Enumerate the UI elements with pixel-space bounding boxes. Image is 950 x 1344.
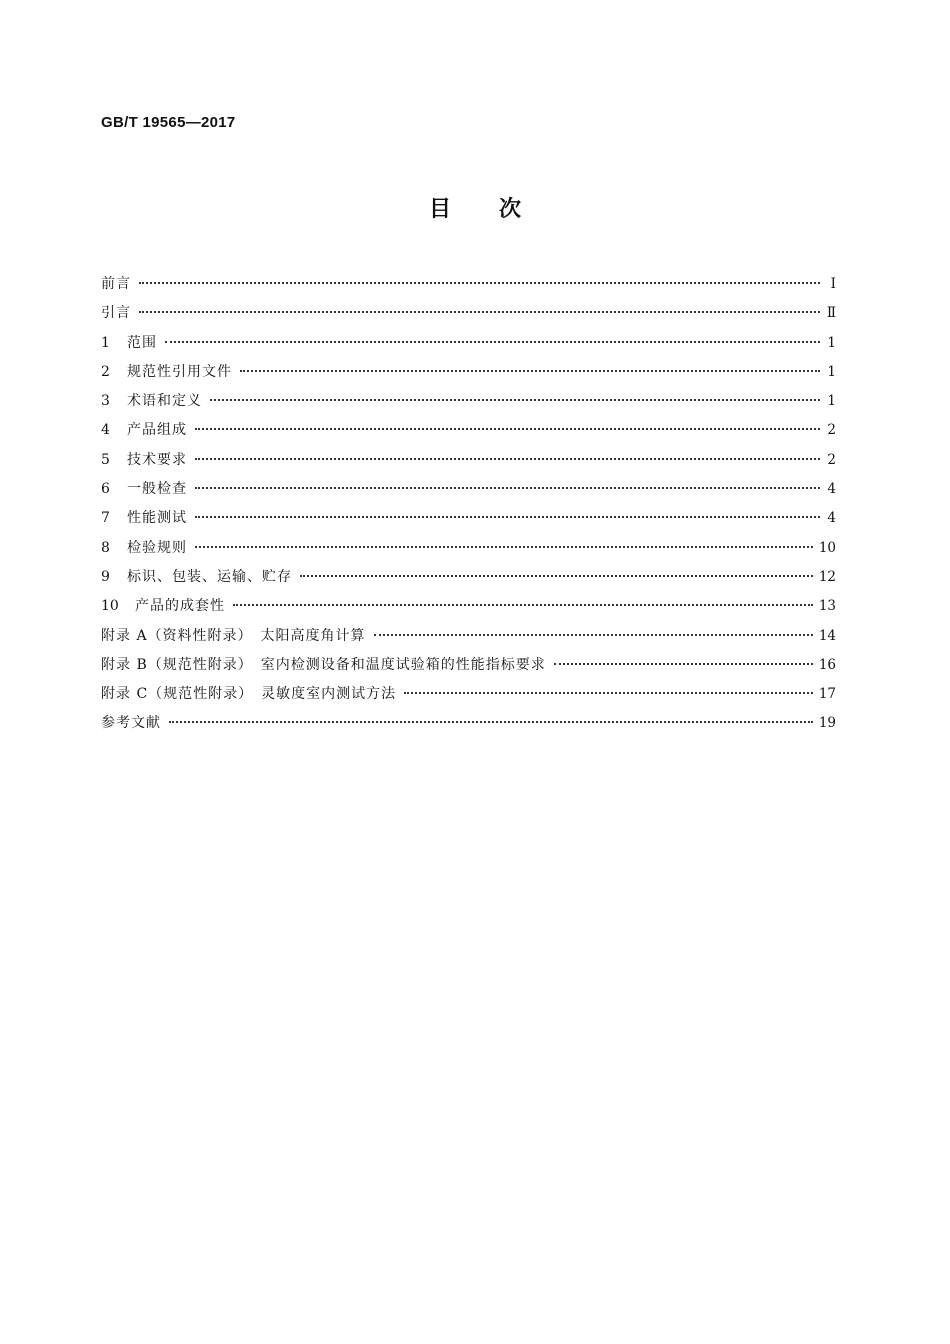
toc-page-number: 14 <box>818 627 836 644</box>
dot-leader <box>195 516 820 518</box>
toc-page-number: 12 <box>818 568 836 585</box>
toc-entry-foreword[interactable] <box>101 270 836 299</box>
toc-entry-text: 标识、包装、运输、贮存 <box>127 568 292 585</box>
toc-entry-text: 规范性引用文件 <box>127 363 232 380</box>
dot-leader <box>404 692 813 694</box>
toc-entry-text: 性能测试 <box>127 510 187 527</box>
toc-entry-text: 一般检查 <box>127 481 187 498</box>
toc-page-number: 2 <box>827 422 836 439</box>
toc-page-number: 2 <box>827 451 836 468</box>
toc-section-number: 2 <box>101 363 110 380</box>
dot-leader <box>300 575 813 577</box>
toc-entry-product-composition[interactable] <box>101 416 836 445</box>
toc-entry-technical-requirements[interactable] <box>101 446 836 475</box>
toc-section-number: 1 <box>101 334 110 351</box>
toc-entry-text: 附录 C（规范性附录） 灵敏度室内测试方法 <box>101 686 397 703</box>
toc-page-number: 13 <box>818 598 836 615</box>
toc-entry-normative-references[interactable] <box>101 358 836 387</box>
toc-entry-scope[interactable] <box>101 329 836 358</box>
toc-entry-text: 检验规则 <box>127 539 187 556</box>
toc-entry-text: 产品组成 <box>127 422 187 439</box>
toc-entry-inspection-rules[interactable] <box>101 534 836 563</box>
toc-page-number: 10 <box>818 539 836 556</box>
toc-section-number: 6 <box>101 481 110 498</box>
toc-section-number: 9 <box>101 568 110 585</box>
toc-page-number: 16 <box>818 656 836 673</box>
toc-entry-text: 术语和定义 <box>127 393 202 410</box>
toc-page-number: 4 <box>827 481 836 498</box>
toc-entry-text: 技术要求 <box>127 451 187 468</box>
toc-section-number: 7 <box>101 510 110 527</box>
dot-leader <box>165 341 820 343</box>
toc-page-number: 1 <box>827 393 836 410</box>
toc-section-number: 10 <box>101 598 119 615</box>
toc-page-number: 1 <box>827 363 836 380</box>
dot-leader <box>240 370 820 372</box>
toc-entry-text: 前言 <box>101 276 131 292</box>
toc-page-number: Ⅰ <box>830 276 836 292</box>
toc-section-number: 3 <box>101 393 110 410</box>
toc-page-number: Ⅱ <box>826 305 836 322</box>
toc-entry-text: 范围 <box>127 334 157 351</box>
toc-entry-text: 产品的成套性 <box>135 598 225 615</box>
dot-leader <box>139 282 820 284</box>
toc-entry-marking-packaging[interactable] <box>101 563 836 592</box>
toc-entry-product-completeness[interactable] <box>101 592 836 621</box>
toc-page-number: 4 <box>827 510 836 527</box>
toc-entry-general-inspection[interactable] <box>101 475 836 504</box>
toc-entry-bibliography[interactable] <box>101 709 836 738</box>
toc-title: 目次 <box>428 197 569 222</box>
dot-leader <box>233 604 813 606</box>
toc-entry-appendix-c[interactable] <box>101 680 836 709</box>
standard-code-header: GB/T 19565—2017 <box>101 114 236 131</box>
table-of-contents <box>101 270 836 739</box>
dot-leader <box>169 721 813 723</box>
toc-entry-text: 参考文献 <box>101 715 161 732</box>
toc-entry-text: 附录 A（资料性附录） 太阳高度角计算 <box>101 627 366 644</box>
toc-page-number: 1 <box>827 334 836 351</box>
toc-section-number: 4 <box>101 422 110 439</box>
dot-leader <box>195 487 820 489</box>
dot-leader <box>374 634 813 636</box>
toc-entry-terms-definitions[interactable] <box>101 387 836 416</box>
toc-entry-text: 附录 B（规范性附录） 室内检测设备和温度试验箱的性能指标要求 <box>101 656 546 673</box>
toc-entry-performance-test[interactable] <box>101 504 836 533</box>
toc-page-number: 19 <box>818 715 836 732</box>
toc-entry-introduction[interactable] <box>101 299 836 328</box>
dot-leader <box>210 399 820 401</box>
toc-section-number: 8 <box>101 539 110 556</box>
toc-entry-appendix-a[interactable] <box>101 622 836 651</box>
dot-leader <box>195 428 820 430</box>
dot-leader <box>195 546 813 548</box>
dot-leader <box>139 311 820 313</box>
toc-section-number: 5 <box>101 451 110 468</box>
toc-entry-text: 引言 <box>101 305 131 322</box>
toc-page-number: 17 <box>818 686 836 703</box>
toc-entry-appendix-b[interactable] <box>101 651 836 680</box>
dot-leader <box>554 663 813 665</box>
dot-leader <box>195 458 820 460</box>
